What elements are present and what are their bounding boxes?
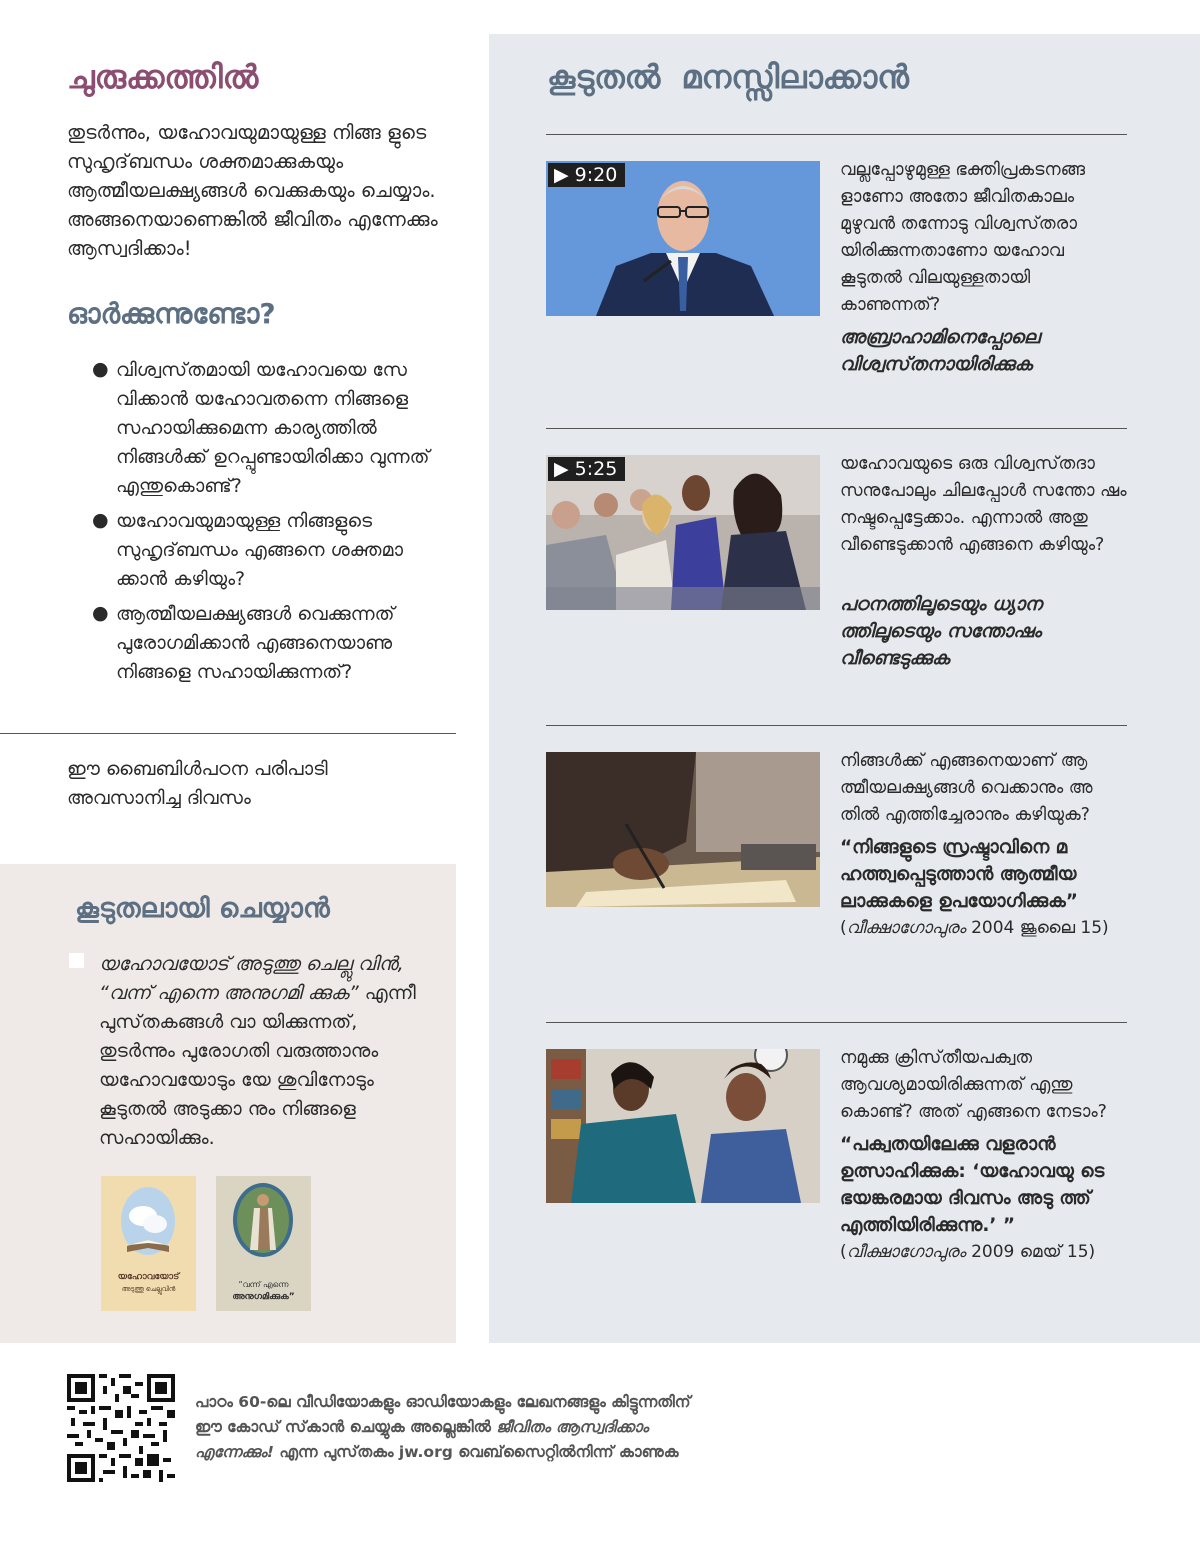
remember-item-text: ആത്മീയലക്ഷ്യങ്ങൾ വെക്കുന്നത്‌ പുരോഗമിക്കാൻ എങ്ങനെയാണു നിങ്ങളെ സഹായിക്കുന്നത്‌? <box>116 603 395 683</box>
book-cover-2-line2: അനുഗമിക്കുക” <box>232 1292 295 1302</box>
video-duration-badge: ▶ 9:20 <box>548 163 625 187</box>
video-thumbnail[interactable] <box>546 455 820 610</box>
question-text: നിങ്ങൾക്ക് എങ്ങനെയാണ്‌ ആ ത്മീയലക്ഷ്യങ്ങൾ വെക്കാനും അ തിൽ എത്തിച്ചേരാനും കഴിയുക? <box>840 751 1093 825</box>
video-duration-badge: ▶ 5:25 <box>548 457 625 481</box>
question-text: വല്ലപ്പോഴുമുള്ള ഭക്തിപ്രകടനങ്ങ ളാണോ അതോ ജീവിതകാലം മുഴുവൻ തന്നോടു വിശ്വസ്‌തരാ യിരിക്കുന്നതാണോ യഹോവ കൂടുതൽ വിലയുള്ളതായി കാണുന്നത്‌? <box>840 160 1086 315</box>
remember-item <box>92 507 452 594</box>
ref-publication: വീക്ഷാഗോപുരം <box>846 918 966 938</box>
book-cover-1-line1: യഹോവയോട്‌ <box>117 1272 180 1282</box>
remember-item-text: വിശ്വസ്‌തമായി യഹോവയെ സേ വിക്കാൻ യഹോവതന്നെ നിങ്ങളെ സഹായിക്കുമെന്ന കാര്യത്തിൽ നിങ്ങൾക്ക് ഉറപ്പുണ്ടായിരിക്കാ വുന്നത്‌ എന്തുകൊണ്ട്? <box>116 359 430 497</box>
bullet-icon: ● <box>92 509 109 531</box>
footer-book-title: ജീവിതം ആസ്വദിക്കാം എന്നേക്കും! <box>195 1418 649 1461</box>
footer-text-b: എന്ന പുസ്‌തകം jw.org വെബ്‌സൈറ്റിൽനിന്ന്‌ കാണുക <box>279 1443 679 1461</box>
question-text: നമുക്കു ക്രിസ്‌തീയപക്വത ആവശ്യമായിരിക്കുന്നത്‌ എന്തു കൊണ്ട്? അത്‌ എങ്ങനെ നേടാം? <box>840 1048 1107 1122</box>
footer-text-a: പാഠം 60-ലെ വീഡിയോകളും ഓഡിയോകളും ലേഖനങ്ങളും കിട്ടുന്നതിന്‌ ഈ കോഡ്‌ സ്‌കാൻ ചെയ്യുക അല്ലെങ്കിൽ <box>195 1393 691 1436</box>
divider <box>546 725 1127 726</box>
writing-image <box>546 752 820 907</box>
remember-item <box>92 600 452 687</box>
more-body: എന്നീ പുസ്‌തകങ്ങൾ വാ യിക്കുന്നത്‌, തുടർന്നും പുരോഗതി വരുത്താനും യഹോവയോടും യേ ശുവിനോടും കൂടുതൽ അടുക്കാ നും നിങ്ങളെ സഹായിക്കും. <box>99 982 416 1149</box>
book-cover-2-line1: “വന്ന്‌ എന്നെ <box>238 1280 289 1289</box>
remember-list <box>92 356 452 693</box>
remember-item-text: യഹോവയുമായുള്ള നിങ്ങളുടെ സുഹൃദ്‌ബന്ധം എങ്ങനെ ശക്തമാ ക്കാൻ കഴിയും? <box>116 510 404 590</box>
answer-link[interactable]: പഠനത്തിലൂടെയും ധ്യാന ത്തിലൂടെയും സന്തോഷം വീണ്ടെടുക്കുക <box>840 594 1042 669</box>
nurses-image <box>546 1049 820 1203</box>
remember-title: ഓർക്കുന്നുണ്ടോ? <box>67 297 276 330</box>
article-link[interactable]: “നിങ്ങളുടെ സ്രഷ്ടാവിനെ മ ഹത്ത്വപ്പെടുത്താൻ ആത്മീയ ലാക്കുകളെ ഉപയോഗിക്കുക” <box>840 837 1078 912</box>
completed-date-label: ഈ ബൈബിൾപഠന പരിപാടി അവസാനിച്ച ദിവസം <box>67 758 328 809</box>
book-cover-follow-me-art <box>216 1176 311 1311</box>
article-reference: (വീക്ഷാഗോപുരം 2004 ജൂലൈ 15) <box>840 918 1109 938</box>
more-text <box>99 950 429 1153</box>
summary-text: തുടർന്നും, യഹോവയുമായുള്ള നിങ്ങ ളുടെ സുഹൃദ്‌ബന്ധം ശക്തമാക്കുകയും ആത്മീയലക്ഷ്യങ്ങൾ വെക്കുകയും ചെയ്യാം. അങ്ങനെയാണെങ്കിൽ ജീവിതം എന്നേക്കും ആസ്വദിക്കാം! <box>67 121 438 260</box>
book-cover-draw-close[interactable] <box>101 1176 196 1311</box>
answer-link[interactable]: അബ്രാഹാമിനെപ്പോലെ വിശ്വസ്‌തനായിരിക്കുക <box>840 327 1040 375</box>
checkbox[interactable] <box>69 953 84 968</box>
qr-code[interactable] <box>67 1374 175 1482</box>
bullet-icon: ● <box>92 602 109 624</box>
more-title: കൂടുതലായി ചെയ്യാൻ <box>75 893 330 924</box>
qr-code-icon <box>67 1374 175 1482</box>
footer-text <box>195 1390 715 1465</box>
ref-date: 2009 മെയ്‌ 15) <box>971 1242 1096 1262</box>
article-thumbnail[interactable] <box>546 1049 820 1203</box>
ref-date: 2004 ജൂലൈ 15) <box>971 918 1109 938</box>
book-cover-1-line2: അടുത്തു ചെല്ലുവിൻ <box>121 1285 176 1293</box>
divider <box>0 733 456 734</box>
remember-item <box>92 356 452 501</box>
deeper-title: കൂടുതൽ മനസ്സിലാക്കാൻ <box>547 58 909 96</box>
divider <box>546 428 1127 429</box>
book-cover-follow-me[interactable] <box>216 1176 311 1311</box>
summary-title: ചുരുക്കത്തിൽ <box>67 58 259 96</box>
ref-publication: വീക്ഷാഗോപുരം <box>846 1242 966 1262</box>
question-text: യഹോവയുടെ ഒരു വിശ്വസ്‌തദാ സനുപോലും ചിലപ്പോൾ സന്തോ ഷം നഷ്ടപ്പെട്ടേക്കാം. എന്നാൽ അതു വീണ്ടെടുക്കാൻ എങ്ങനെ കഴിയും? <box>840 454 1127 555</box>
divider <box>546 134 1127 135</box>
article-reference: (വീക്ഷാഗോപുരം 2009 മെയ്‌ 15) <box>840 1242 1096 1262</box>
book1-title: യഹോവയോട്‌ അടുത്തു ചെല്ലു വിൻ, <box>99 953 404 975</box>
book2-title: “വന്ന്‌ എന്നെ അനുഗമി ക്കുക” <box>99 982 359 1004</box>
bullet-icon: ● <box>92 358 109 380</box>
video-thumbnail[interactable] <box>546 161 820 316</box>
divider <box>546 1022 1127 1023</box>
article-thumbnail[interactable] <box>546 752 820 907</box>
article-link[interactable]: “പക്വതയിലേക്കു വളരാൻ ഉത്സാഹിക്കുക: ‘യഹോവയു ടെ ഭയങ്കരമായ ദിവസം അടു ത്ത്‌ എത്തിയിരിക്കുന്നു.’ ” <box>840 1134 1105 1236</box>
